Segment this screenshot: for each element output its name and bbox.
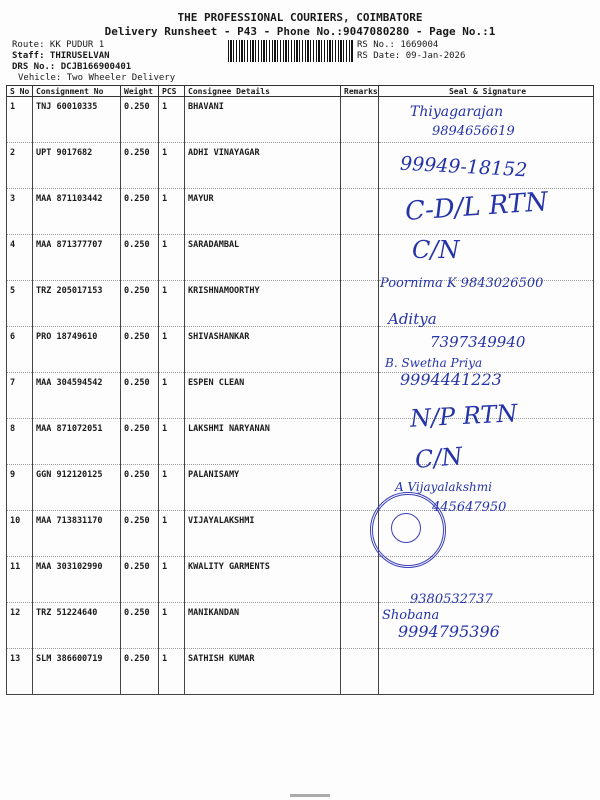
- consignment-no: UPT 9017682: [33, 143, 121, 189]
- consignment-no: SLM 386600719: [33, 649, 121, 695]
- signature-row-1-phone: 9894656619: [432, 124, 515, 139]
- signature-row-12-phone: 9380532737: [410, 592, 493, 607]
- signature-row-8-remark: N/P RTN: [409, 399, 519, 433]
- col-pcs: PCS: [159, 86, 185, 97]
- table-row: [7, 649, 594, 695]
- rs-number: RS No.: 1669004: [357, 40, 439, 50]
- consignee: MANIKANDAN: [185, 603, 341, 649]
- sno: 13: [7, 649, 33, 695]
- seal-inner-ring: [391, 513, 421, 543]
- pcs: 1: [159, 465, 185, 511]
- weight: 0.250: [121, 603, 159, 649]
- consignment-no: GGN 912120125: [33, 465, 121, 511]
- weight: 0.250: [121, 189, 159, 235]
- consignee: SHIVASHANKAR: [185, 327, 341, 373]
- pcs: 1: [159, 557, 185, 603]
- weight: 0.250: [121, 465, 159, 511]
- remarks: [341, 465, 379, 511]
- col-sno: S No: [7, 86, 33, 97]
- weight: 0.250: [121, 649, 159, 695]
- weight: 0.250: [121, 97, 159, 143]
- consignee: ESPEN CLEAN: [185, 373, 341, 419]
- pcs: 1: [159, 419, 185, 465]
- signature-row-13-phone: 9994795396: [398, 622, 500, 641]
- sno: 2: [7, 143, 33, 189]
- signature-row-10-phone: 445647950: [432, 500, 507, 515]
- consignment-no: TRZ 51224640: [33, 603, 121, 649]
- remarks: [341, 327, 379, 373]
- signature-row-9-remark: C/N: [413, 441, 464, 475]
- signature-row-7-name: B. Swetha Priya: [385, 356, 483, 370]
- pcs: 1: [159, 235, 185, 281]
- weight: 0.250: [121, 373, 159, 419]
- route-label: Route: KK PUDUR 1: [12, 40, 105, 50]
- col-weight: Weight: [121, 86, 159, 97]
- weight: 0.250: [121, 557, 159, 603]
- consignment-no: MAA 713831170: [33, 511, 121, 557]
- remarks: [341, 649, 379, 695]
- weight: 0.250: [121, 511, 159, 557]
- col-remarks: Remarks: [341, 86, 379, 97]
- table-header-row: [7, 86, 594, 97]
- scan-mark: [290, 794, 330, 797]
- company-title: THE PROFESSIONAL COURIERS, COIMBATORE: [177, 11, 423, 24]
- signature-row-7-phone: 9994441223: [400, 370, 502, 389]
- pcs: 1: [159, 511, 185, 557]
- table-row: [7, 235, 594, 281]
- signature-row-4-remark: C/N: [412, 236, 460, 264]
- sno: 6: [7, 327, 33, 373]
- weight: 0.250: [121, 235, 159, 281]
- signature-row-5: Poornima K 9843026500: [380, 276, 544, 291]
- staff-label: Staff: THIRUSELVAN: [12, 51, 110, 61]
- sno: 7: [7, 373, 33, 419]
- pcs: 1: [159, 97, 185, 143]
- consignee: PALANISAMY: [185, 465, 341, 511]
- remarks: [341, 419, 379, 465]
- signature-row-1-name: Thiyagarajan: [410, 104, 504, 120]
- consignment-no: MAA 871103442: [33, 189, 121, 235]
- remarks: [341, 603, 379, 649]
- consignment-no: TNJ 60010335: [33, 97, 121, 143]
- signature-row-10-name: A Vijayalakshmi: [395, 480, 492, 494]
- consignee: LAKSHMI NARYANAN: [185, 419, 341, 465]
- remarks: [341, 189, 379, 235]
- signature-row-2-phone: 99949-18152: [399, 152, 528, 182]
- signature-cell: [379, 235, 594, 281]
- barcode: [228, 40, 353, 62]
- consignee: SATHISH KUMAR: [185, 649, 341, 695]
- table-row: [7, 511, 594, 557]
- table-row: [7, 557, 594, 603]
- pcs: 1: [159, 649, 185, 695]
- table-row: [7, 603, 594, 649]
- remarks: [341, 143, 379, 189]
- sno: 10: [7, 511, 33, 557]
- consignee: KWALITY GARMENTS: [185, 557, 341, 603]
- consignment-no: TRZ 205017153: [33, 281, 121, 327]
- sno: 11: [7, 557, 33, 603]
- consignment-no: MAA 871072051: [33, 419, 121, 465]
- consignment-no: PRO 18749610: [33, 327, 121, 373]
- sno: 12: [7, 603, 33, 649]
- company-seal-stamp: [370, 492, 446, 568]
- pcs: 1: [159, 281, 185, 327]
- weight: 0.250: [121, 327, 159, 373]
- consignee: BHAVANI: [185, 97, 341, 143]
- sno: 9: [7, 465, 33, 511]
- sno: 8: [7, 419, 33, 465]
- pcs: 1: [159, 143, 185, 189]
- consignee: MAYUR: [185, 189, 341, 235]
- weight: 0.250: [121, 281, 159, 327]
- remarks: [341, 97, 379, 143]
- rs-date: RS Date: 09-Jan-2026: [357, 51, 466, 61]
- signature-row-13-name: Shobana: [382, 608, 440, 623]
- sno: 3: [7, 189, 33, 235]
- signature-row-6-phone: 7397349940: [430, 333, 526, 351]
- consignment-no: MAA 304594542: [33, 373, 121, 419]
- sno: 5: [7, 281, 33, 327]
- sno: 4: [7, 235, 33, 281]
- col-consignee: Consignee Details: [185, 86, 341, 97]
- remarks: [341, 235, 379, 281]
- col-signature: Seal & Signature: [379, 86, 594, 97]
- col-consignment: Consignment No: [33, 86, 121, 97]
- remarks: [341, 557, 379, 603]
- vehicle-label: Vehicle: Two Wheeler Delivery: [18, 73, 176, 83]
- signature-cell: [379, 649, 594, 695]
- signature-row-6-name: Aditya: [388, 310, 437, 328]
- consignee: SARADAMBAL: [185, 235, 341, 281]
- pcs: 1: [159, 327, 185, 373]
- consignment-no: MAA 303102990: [33, 557, 121, 603]
- weight: 0.250: [121, 143, 159, 189]
- consignee: VIJAYALAKSHMI: [185, 511, 341, 557]
- runsheet-title: Delivery Runsheet - P43 - Phone No.:9047080280 - Page No.:1: [104, 25, 496, 38]
- pcs: 1: [159, 189, 185, 235]
- pcs: 1: [159, 373, 185, 419]
- drs-number: DRS No.: DCJB166900401: [12, 62, 132, 72]
- weight: 0.250: [121, 419, 159, 465]
- sno: 1: [7, 97, 33, 143]
- remarks: [341, 373, 379, 419]
- consignee: ADHI VINAYAGAR: [185, 143, 341, 189]
- signature-row-3-remark: C-D/L RTN: [404, 187, 549, 227]
- remarks: [341, 281, 379, 327]
- pcs: 1: [159, 603, 185, 649]
- consignment-no: MAA 871377707: [33, 235, 121, 281]
- consignee: KRISHNAMOORTHY: [185, 281, 341, 327]
